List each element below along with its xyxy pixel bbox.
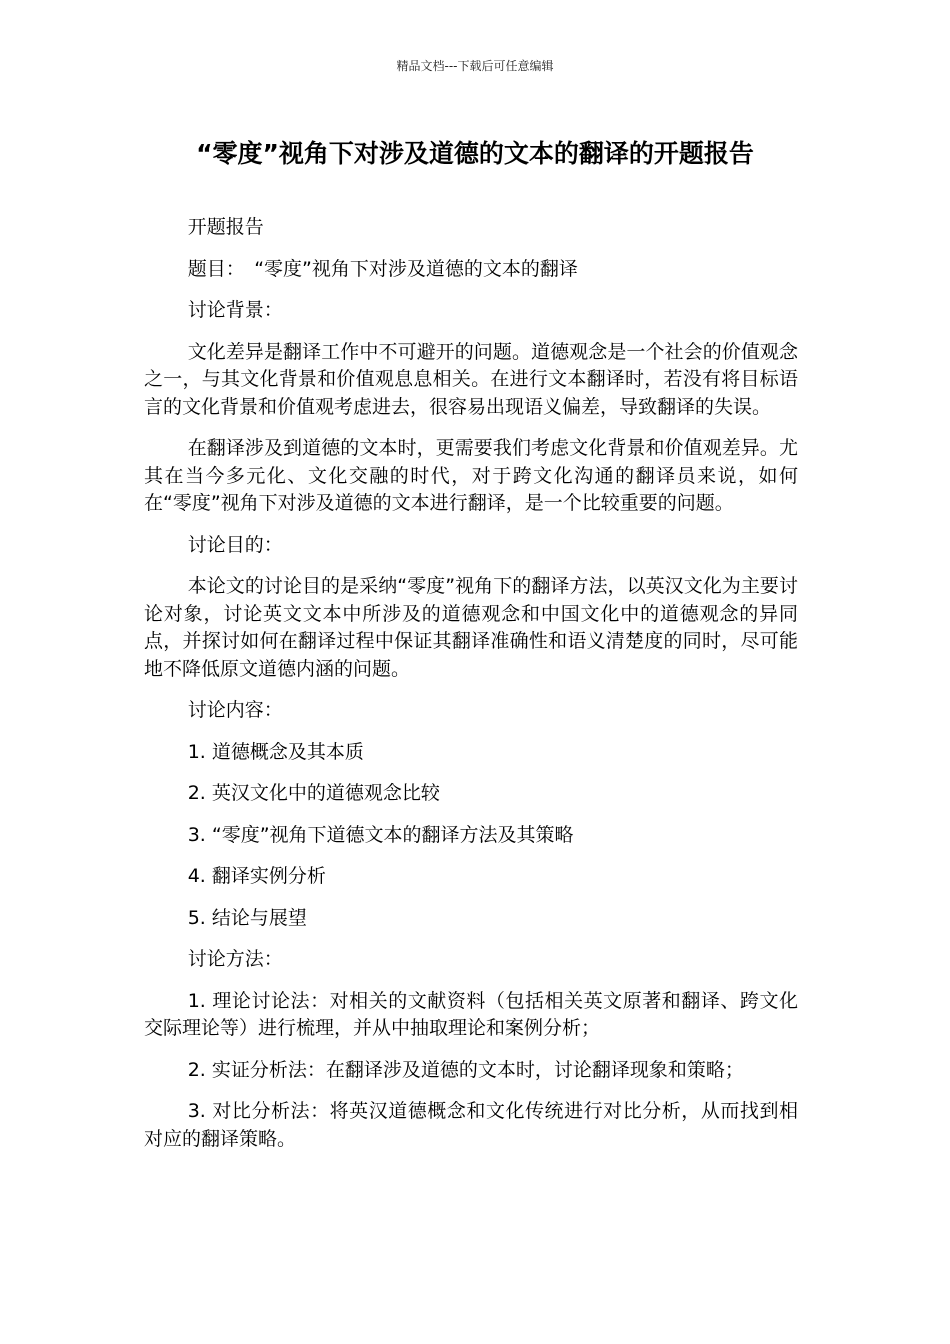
section-heading-purpose: 讨论目的： [187,533,283,556]
section-heading-content: 讨论内容： [187,699,283,721]
section-heading-background: 讨论背景： [187,299,283,321]
section-heading-method: 讨论方法： [187,948,283,970]
method-item-2: 2. 实证分析法：在翻译涉及道德的文本时，讨论翻译现象和策略； [187,1058,744,1081]
document-title: “零度”视角下对涉及道德的文本的翻译的开题报告 [196,139,754,168]
background-paragraph-2: 在翻译涉及到道德的文本时，更需要我们考虑文化背景和价值观差异。尤其在当今多元化、文化交融的时代，对于跨文化沟通的翻译员来说，如何在“零度”视角下对涉及道德的文本进行翻译，是一个比较重要的问题。 [144,437,798,514]
content-item-1: 1. 道德概念及其本质 [187,740,364,763]
content-item-3: 3. “零度”视角下道德文本的翻译方法及其策略 [187,823,574,846]
method-item-3: 3. 对比分析法：将英汉道德概念和文化传统进行对比分析，从而找到相对应的翻译策略。 [144,1100,798,1150]
document-body [144,214,798,1167]
content-item-5: 5. 结论与展望 [187,906,307,929]
header-note: 精品文档---下载后可任意编辑 [396,59,554,73]
content-item-4: 4. 翻译实例分析 [187,865,326,887]
topic-line: 题目： “零度”视角下对涉及道德的文本的翻译 [187,257,578,280]
background-paragraph-1: 文化差异是翻译工作中不可避开的问题。道德观念是一个社会的价值观念之一，与其文化背景和价值观息息相关。在进行文本翻译时，若没有将目标语言的文化背景和价值观考虑进去，很容易出现语义偏差，导致翻译的失误。 [144,340,798,418]
content-item-2: 2. 英汉文化中的道德观念比较 [187,782,440,804]
section-label-report: 开题报告 [187,216,264,238]
purpose-paragraph: 本论文的讨论目的是采纳“零度”视角下的翻译方法，以英汉文化为主要讨论对象，讨论英文文本中所涉及的道德观念和中国文化中的道德观念的异同点，并探讨如何在翻译过程中保证其翻译准确性和语义清楚度的同时，尽可能地不降低原文道德内涵的问题。 [144,575,798,680]
method-item-1: 1. 理论讨论法：对相关的文献资料（包括相关英文原著和翻译、跨文化交际理论等）进行梳理，并从中抽取理论和案例分析； [144,989,798,1039]
